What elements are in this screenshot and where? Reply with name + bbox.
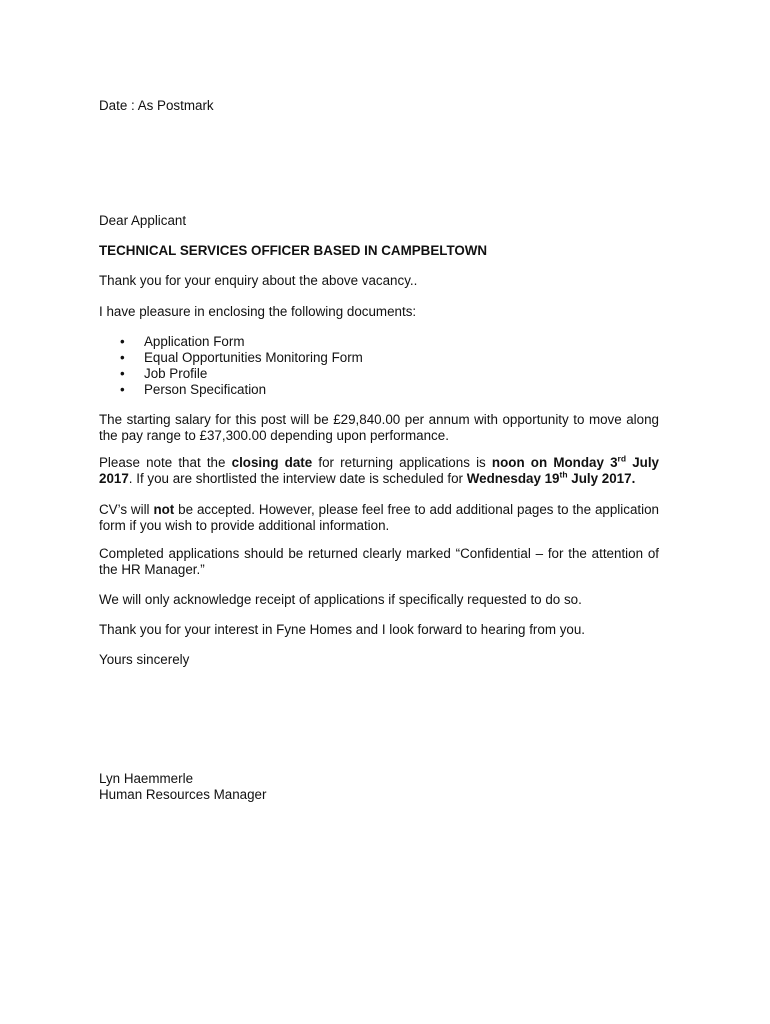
- interview-date-month: July 2017.: [567, 470, 636, 486]
- thanks-paragraph: Thank you for your interest in Fyne Homes and I look forward to hearing from you.: [99, 622, 586, 637]
- document-name: Person Specification: [144, 382, 267, 397]
- return-paragraph: Completed applications should be returned clearly marked “Confidential – for the attention of the HR Manager.”: [99, 546, 659, 577]
- interview-date: Wednesday 19: [466, 470, 560, 486]
- enquiry-paragraph: Thank you for your enquiry about the above vacancy..: [99, 273, 418, 288]
- document-name: Equal Opportunities Monitoring Form: [144, 350, 363, 365]
- salary-paragraph: The starting salary for this post will be £29,840.00 per annum with opportunity to move along the pay range to £37,300.00 depending upon performance.: [99, 412, 659, 443]
- signoff: Yours sincerely: [99, 652, 190, 667]
- list-item: [99, 350, 659, 366]
- closing-text: for returning applications is: [312, 455, 492, 470]
- list-item: [99, 382, 659, 398]
- salutation: Dear Applicant: [99, 213, 187, 228]
- closing-text: Please note that the: [99, 455, 232, 470]
- enclosing-paragraph: I have pleasure in enclosing the following documents:: [99, 304, 417, 319]
- bullet-icon: •: [120, 350, 125, 365]
- list-item: [99, 366, 659, 382]
- cv-not: not: [153, 502, 175, 517]
- cv-text: be accepted. However, please feel free to add additional pages to the application form if you wish to provide additional information.: [99, 502, 659, 533]
- document-name: Application Form: [144, 334, 245, 349]
- acknowledge-paragraph: We will only acknowledge receipt of applications if specifically requested to do so.: [99, 592, 582, 607]
- closing-deadline-month: July 2017: [99, 455, 659, 486]
- closing-date-paragraph: [99, 455, 659, 486]
- document-name: Job Profile: [144, 366, 208, 381]
- closing-deadline: noon on Monday 3: [491, 455, 618, 470]
- ordinal-suffix: rd: [617, 453, 627, 464]
- list-item: [99, 334, 659, 350]
- bullet-icon: •: [120, 334, 125, 349]
- cv-paragraph: [99, 502, 659, 533]
- bullet-icon: •: [120, 366, 125, 381]
- cv-text: CV’s will: [99, 502, 154, 517]
- ordinal-suffix: th: [559, 469, 568, 480]
- closing-date-label: closing date: [231, 455, 313, 470]
- signatory-title: Human Resources Manager: [99, 787, 267, 802]
- documents-list: [99, 334, 659, 398]
- date-line: Date : As Postmark: [99, 98, 214, 113]
- closing-text: . If you are shortlisted the interview date is scheduled for: [128, 470, 467, 486]
- vacancy-heading: TECHNICAL SERVICES OFFICER BASED IN CAMPBELTOWN: [99, 243, 488, 258]
- bullet-icon: •: [120, 382, 125, 397]
- signatory-name: Lyn Haemmerle: [99, 771, 194, 786]
